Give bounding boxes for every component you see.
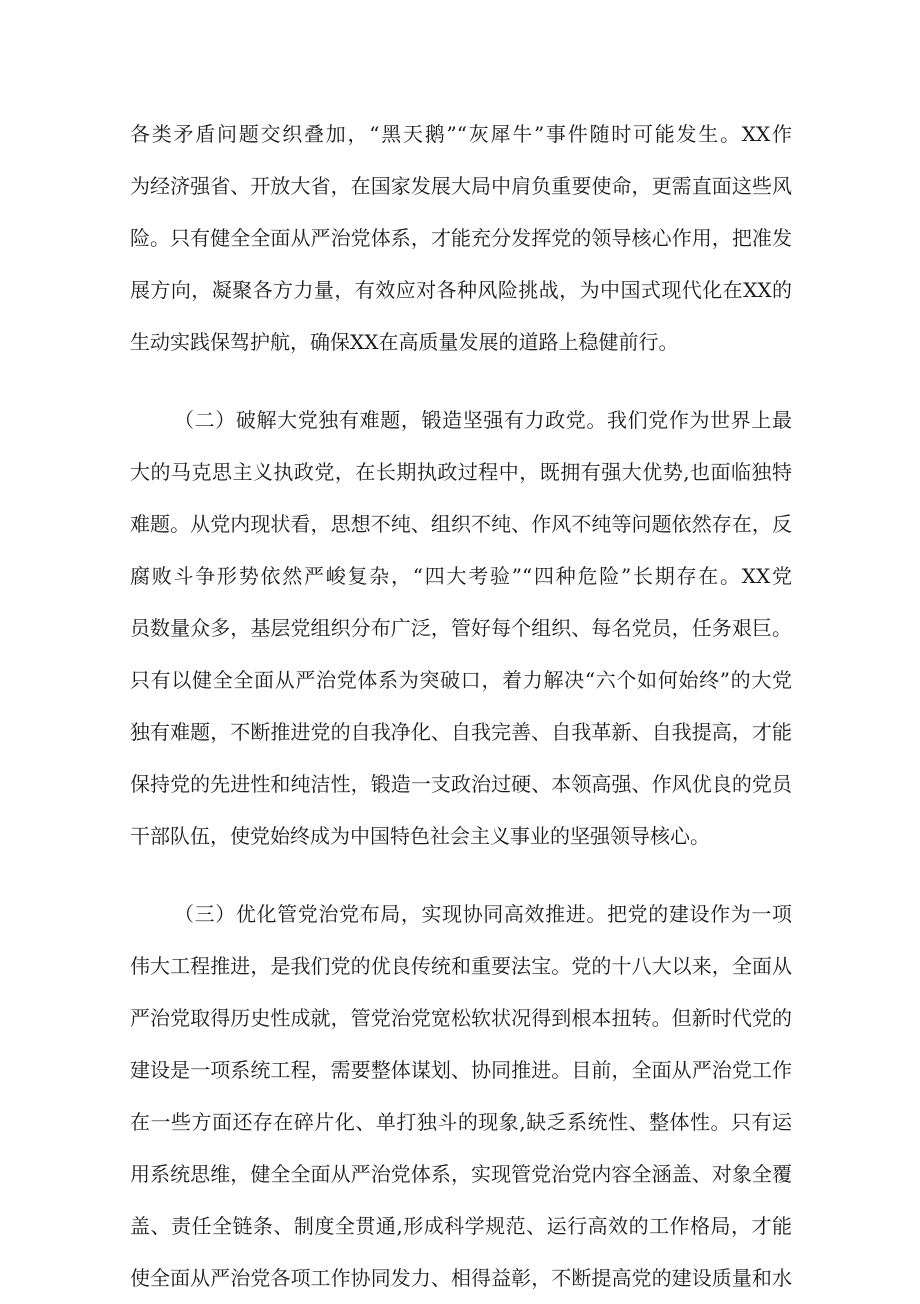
text-line: （二）破解大党独有难题，锻造坚强有力政党。我们党作为世界上最 [174,408,792,432]
paragraph-3 [130,888,792,1304]
text-line: 难题。从党内现状看，思想不纯、组织不纯、作风不纯等问题依然存在，反 [130,512,792,536]
text-line: 大的马克思主义执政党，在长期执政过程中，既拥有强大优势,也面临独特 [130,460,792,484]
text-line: 建设是一项系统工程，需要整体谋划、协同推进。目前，全面从严治党工作 [130,1058,792,1082]
text-line: （三）优化管党治党布局，实现协同高效推进。把党的建设作为一项 [174,902,792,926]
text-line: 为经济强省、开放大省，在国家发展大局中肩负重要使命，更需直面这些风 [130,174,792,198]
text-line: 腐败斗争形势依然严峻复杂，“四大考验”“四种危险”长期存在。XX党 [130,564,792,588]
document-page [130,108,792,1304]
text-line: 严治党取得历史性成就，管党治党宽松软状况得到根本扭转。但新时代党的 [130,1006,792,1030]
text-line: 只有以健全全面从严治党体系为突破口，着力解决“六个如何始终”的大党 [130,668,792,692]
text-line: 员数量众多，基层党组织分布广泛，管好每个组织、每名党员，任务艰巨。 [130,616,792,640]
text-line: 伟大工程推进，是我们党的优良传统和重要法宝。党的十八大以来，全面从 [130,954,792,978]
text-line: 在一些方面还存在碎片化、单打独斗的现象,缺乏系统性、整体性。只有运 [130,1110,792,1134]
text-line: 险。只有健全全面从严治党体系，才能充分发挥党的领导核心作用，把准发 [130,226,792,250]
text-line: 各类矛盾问题交织叠加，“黑天鹅”“灰犀牛”事件随时可能发生。XX作 [130,122,792,146]
text-line: 展方向，凝聚各方力量，有效应对各种风险挑战，为中国式现代化在XX的 [130,278,792,302]
paragraph-2 [130,394,792,862]
text-line: 使全面从严治党各项工作协同发力、相得益彰，不断提高党的建设质量和水 [130,1266,792,1290]
text-line: 独有难题，不断推进党的自我净化、自我完善、自我革新、自我提高，才能 [130,720,792,744]
paragraph-1 [130,108,792,368]
text-line: 保持党的先进性和纯洁性，锻造一支政治过硬、本领高强、作风优良的党员 [130,772,792,796]
paragraph-gap [130,862,792,888]
text-line: 生动实践保驾护航，确保XX在高质量发展的道路上稳健前行。 [130,330,679,354]
text-line: 干部队伍，使党始终成为中国特色社会主义事业的坚强领导核心。 [130,824,710,848]
paragraph-gap [130,368,792,394]
text-line: 用系统思维，健全全面从严治党体系，实现管党治党内容全涵盖、对象全覆 [130,1162,792,1186]
text-line: 盖、责任全链条、制度全贯通,形成科学规范、运行高效的工作格局，才能 [130,1214,792,1238]
